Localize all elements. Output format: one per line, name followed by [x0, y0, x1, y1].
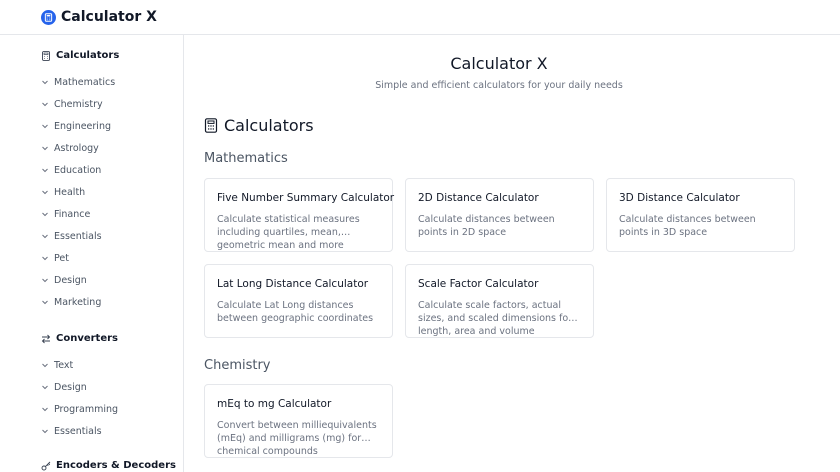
sidebar-item-finance[interactable]: Finance	[41, 207, 90, 221]
app-title: Calculator X	[61, 9, 157, 25]
card-title: Lat Long Distance Calculator	[217, 278, 369, 290]
chevron-down-icon	[41, 298, 49, 306]
card-description: Calculate distances between points in 3D space	[619, 214, 756, 238]
calculator-card[interactable]	[606, 178, 795, 252]
chevron-down-icon	[41, 383, 49, 391]
sidebar-item-education[interactable]: Education	[41, 163, 101, 177]
category-title-chemistry: Chemistry	[204, 358, 271, 373]
sidebar-item-marketing[interactable]: Marketing	[41, 295, 101, 309]
chevron-down-icon	[41, 144, 49, 152]
category-title-mathematics: Mathematics	[204, 151, 288, 166]
chevron-down-icon	[41, 254, 49, 262]
card-description: Calculate scale factors, actual sizes, and scaled dimensions for length, area and volume	[418, 300, 573, 337]
page-heading: Calculators	[204, 116, 314, 135]
calculator-card[interactable]	[405, 264, 594, 338]
chevron-down-icon	[41, 210, 49, 218]
card-title: Five Number Summary Calculator	[217, 192, 395, 204]
sidebar-item-programming[interactable]: Programming	[41, 402, 118, 416]
card-title: 2D Distance Calculator	[418, 192, 539, 204]
top-bar	[0, 0, 840, 35]
card-description: Convert between milliequivalents (mEq) and milligrams (mg) for chemical compounds	[217, 420, 377, 457]
sidebar-item-essentials[interactable]: Essentials	[41, 229, 102, 243]
calculator-card[interactable]	[204, 178, 393, 252]
sidebar-item-design-converter[interactable]: Design	[41, 380, 87, 394]
card-title: mEq to mg Calculator	[217, 398, 332, 410]
main-content	[184, 35, 840, 472]
sidebar-section-encoders-decoders[interactable]: Encoders & Decoders	[41, 460, 176, 471]
chevron-down-icon	[41, 361, 49, 369]
calculator-icon	[204, 118, 218, 133]
sidebar-item-essentials-converter[interactable]: Essentials	[41, 424, 102, 438]
card-description: Calculate distances between points in 2D space	[418, 214, 555, 238]
sidebar-item-text[interactable]: Text	[41, 358, 73, 372]
calculator-card[interactable]	[204, 384, 393, 458]
sidebar-item-health[interactable]: Health	[41, 185, 85, 199]
sidebar-item-pet[interactable]: Pet	[41, 251, 69, 265]
calculator-card[interactable]	[405, 178, 594, 252]
chevron-down-icon	[41, 122, 49, 130]
key-icon	[41, 461, 51, 471]
sidebar-item-chemistry[interactable]: Chemistry	[41, 97, 103, 111]
sidebar	[0, 35, 184, 472]
card-title: Scale Factor Calculator	[418, 278, 539, 290]
chevron-down-icon	[41, 188, 49, 196]
chevron-down-icon	[41, 166, 49, 174]
sidebar-item-mathematics[interactable]: Mathematics	[41, 75, 115, 89]
swap-arrows-icon	[41, 334, 51, 344]
chevron-down-icon	[41, 276, 49, 284]
sidebar-section-calculators[interactable]: Calculators	[41, 50, 119, 61]
calculator-icon	[41, 51, 51, 61]
chevron-down-icon	[41, 405, 49, 413]
chevron-down-icon	[41, 427, 49, 435]
chevron-down-icon	[41, 100, 49, 108]
calculator-icon	[41, 10, 56, 25]
card-title: 3D Distance Calculator	[619, 192, 740, 204]
sidebar-item-engineering[interactable]: Engineering	[41, 119, 111, 133]
sidebar-section-converters[interactable]: Converters	[41, 333, 118, 344]
hero-title: Calculator X	[450, 54, 548, 73]
hero-subtitle: Simple and efficient calculators for your daily needs	[375, 80, 623, 91]
chevron-down-icon	[41, 232, 49, 240]
brand-link[interactable]	[41, 9, 157, 25]
calculator-card[interactable]	[204, 264, 393, 338]
chevron-down-icon	[41, 78, 49, 86]
sidebar-item-astrology[interactable]: Astrology	[41, 141, 99, 155]
card-description: Calculate Lat Long distances between geographic coordinates	[217, 300, 374, 324]
sidebar-item-design[interactable]: Design	[41, 273, 87, 287]
card-description: Calculate statistical measures including quartiles, mean, geometric mean and more	[217, 214, 360, 251]
